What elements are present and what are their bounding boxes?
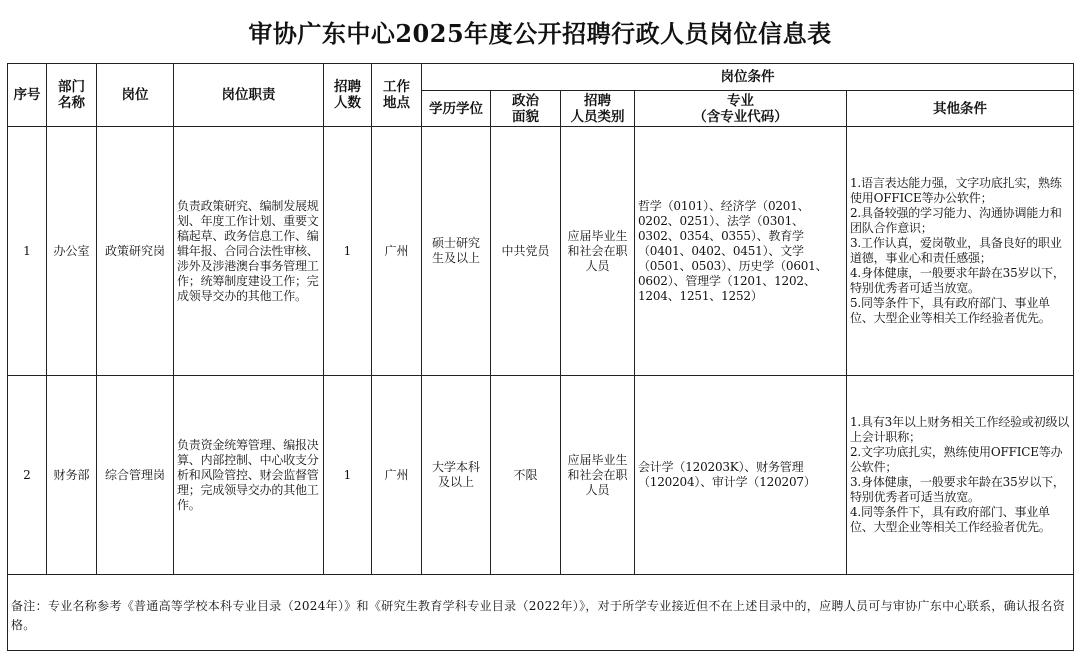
table-row: [8, 376, 1074, 575]
condition-item: 4.同等条件下，具有政府部门、事业单位、大型企业等相关工作经验者优先。: [850, 505, 1051, 534]
row-other-conditions: [847, 127, 1074, 376]
header-other: 其他条件: [847, 91, 1074, 127]
row-category: 应届毕业生和社会在职人员: [561, 127, 635, 376]
row-political: 中共党员: [491, 127, 561, 376]
row-other-conditions: [847, 376, 1074, 575]
row-post: 政策研究岗: [97, 127, 174, 376]
header-seq: 序号: [8, 64, 47, 127]
header-post: 岗位: [97, 64, 174, 127]
row-political: 不限: [491, 376, 561, 575]
condition-item: 1.语言表达能力强，文字功底扎实，熟练使用OFFICE等办公软件；: [850, 176, 1062, 205]
footnote: 备注：专业名称参考《普通高等学校本科专业目录（2024年）》和《研究生教育学科专业目录（2022年）》，对于所学专业接近但不在上述目录中的，应聘人员可与审协广东中心联系，确认报名资格。: [8, 575, 1074, 651]
row-location: 广州: [372, 376, 422, 575]
header-count: 招聘 人数: [324, 64, 372, 127]
page-title: 审协广东中心2025年度公开招聘行政人员岗位信息表: [248, 19, 832, 48]
header-major: 专业 （含专业代码）: [635, 91, 847, 127]
condition-item: 4.身体健康，一般要求年龄在35岁以下，特别优秀者可适当放宽。: [850, 266, 1065, 295]
header-conditions: 岗位条件: [422, 64, 1074, 91]
note-row: [8, 575, 1074, 651]
row-count: 1: [324, 376, 372, 575]
condition-item: 3.身体健康，一般要求年龄在35岁以下，特别优秀者可适当放宽。: [850, 475, 1065, 504]
row-location: 广州: [372, 127, 422, 376]
header-duty: 岗位职责: [174, 64, 324, 127]
row-degree: 大学本科及以上: [422, 376, 491, 575]
header-category: 招聘 人员类别: [561, 91, 635, 127]
row-degree: 硕士研究生及以上: [422, 127, 491, 376]
row-category: 应届毕业生和社会在职人员: [561, 376, 635, 575]
row-seq: 1: [8, 127, 47, 376]
condition-item: 5.同等条件下，具有政府部门、事业单位、大型企业等相关工作经验者优先。: [850, 296, 1051, 325]
row-count: 1: [324, 127, 372, 376]
table-row: [8, 127, 1074, 376]
row-seq: 2: [8, 376, 47, 575]
row-major: 会计学（120203K）、财务管理（120204）、审计学（120207）: [635, 376, 847, 575]
header-dept: 部门 名称: [47, 64, 97, 127]
header-degree: 学历学位: [422, 91, 491, 127]
row-dept: 办公室: [47, 127, 97, 376]
row-duty: 负责资金统筹管理、编报决算、内部控制、中心收支分析和风险管控、财会监督管理；完成领导交办的其他工作。: [174, 376, 324, 575]
header-location: 工作 地点: [372, 64, 422, 127]
condition-item: 2.文字功底扎实，熟练使用OFFICE等办公软件；: [850, 445, 1063, 474]
row-post: 综合管理岗: [97, 376, 174, 575]
row-duty: 负责政策研究、编制发展规划、年度工作计划、重要文稿起草、政务信息工作、编辑年报、合同合法性审核、涉外及涉港澳台事务管理工作；统筹制度建设工作；完成领导交办的其他工作。: [174, 127, 324, 376]
condition-item: 1.具有3年以上财务相关工作经验或初级以上会计职称；: [850, 415, 1070, 444]
job-info-table: [7, 63, 1074, 651]
header-row-1: [8, 64, 1074, 91]
condition-item: 2.具备较强的学习能力、沟通协调能力和团队合作意识；: [850, 206, 1062, 235]
row-dept: 财务部: [47, 376, 97, 575]
condition-item: 3.工作认真，爱岗敬业，具备良好的职业道德，事业心和责任感强；: [850, 236, 1062, 265]
header-political: 政治 面貌: [491, 91, 561, 127]
row-major: 哲学（0101）、经济学（0201、0202、0251）、法学（0301、0302、0354、0355）、教育学（0401、0402、0451）、文学（0501、0503）、历史学（0601、0602）、管理学（1201、1202、1204、1251、1252）: [635, 127, 847, 376]
